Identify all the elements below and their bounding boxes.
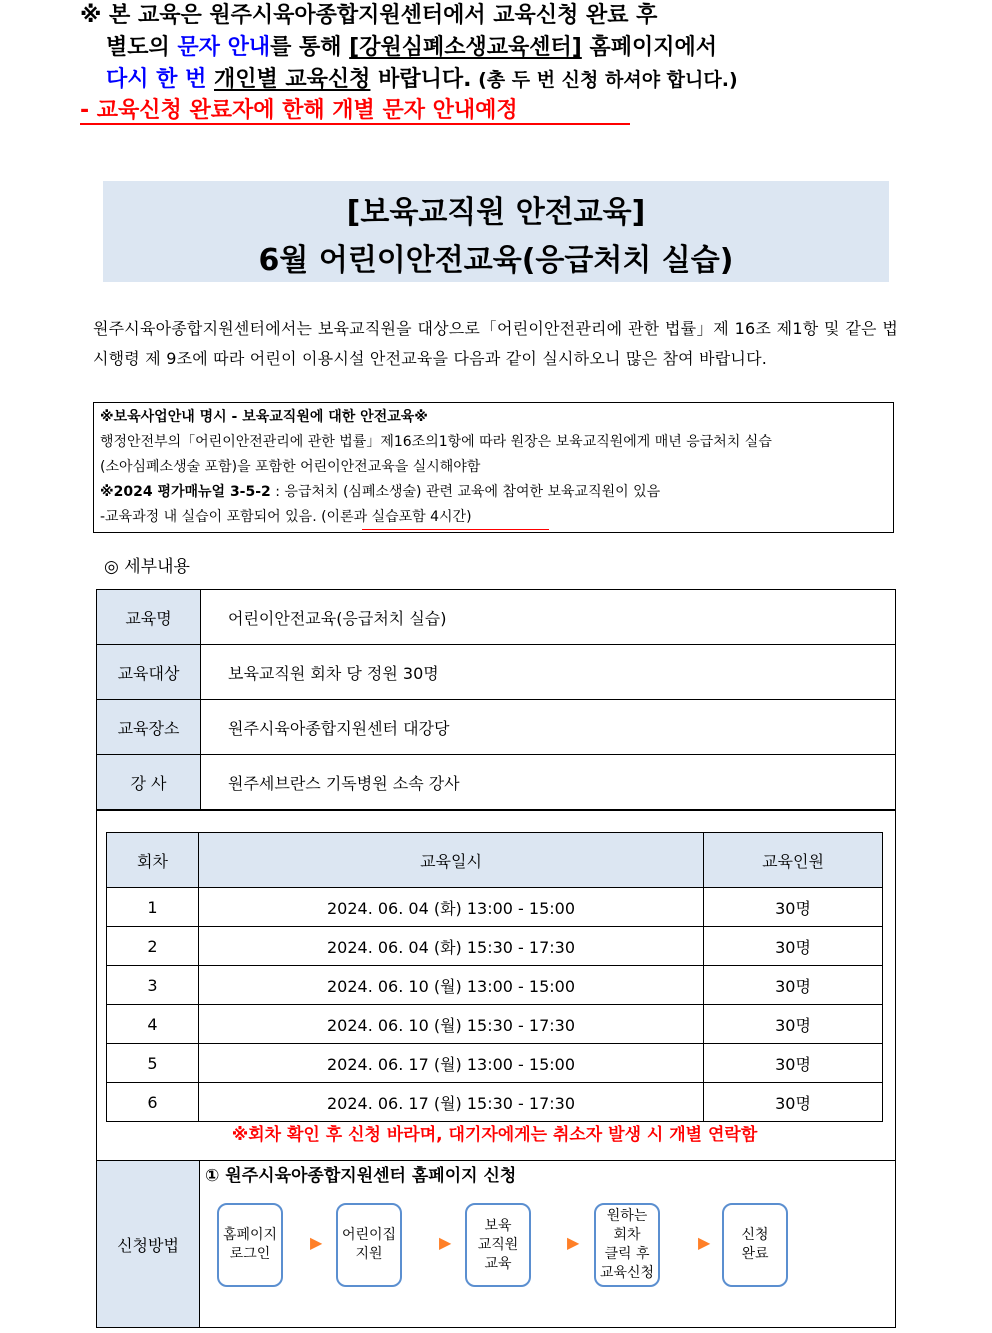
note-line-4-bold: ※2024 평가매뉴얼 3-5-2 [100, 484, 271, 500]
notice-line-3-total: (총 두 번 신청 하셔야 합니다.) [471, 69, 738, 91]
note-line-1-text: ※보육사업안내 명시 - 보육교직원에 대한 안전교육※ [100, 409, 428, 425]
info-label: 교육장소 [97, 700, 201, 755]
schedule-capacity: 30명 [704, 1044, 883, 1083]
schedule-capacity: 30명 [704, 927, 883, 966]
notice-red-underline [80, 123, 630, 125]
notice-line-2-c: 를 통해 [270, 35, 350, 60]
info-table [96, 589, 896, 810]
apply-heading: ① 원주시육아종합지원센터 홈페이지 신청 [205, 1166, 517, 1186]
schedule-capacity: 30명 [704, 1005, 883, 1044]
step-text: 홈페이지 [222, 1227, 278, 1243]
schedule-no: 2 [107, 927, 199, 966]
info-value: 원주세브란스 기독병원 소속 강사 [201, 755, 896, 810]
schedule-datetime: 2024. 06. 17 (월) 13:00 - 15:00 [199, 1044, 704, 1083]
notice-line-2-e: 홈페이지에서 [581, 35, 717, 60]
notice-line-1 [80, 0, 657, 31]
title-line-2: 6월 어린이안전교육(응급처치 실습) [258, 243, 734, 278]
arrow-right-icon: ▶ [567, 1233, 580, 1252]
table-row [97, 700, 896, 755]
table-row [107, 1044, 883, 1083]
arrow-right-icon: ▶ [698, 1233, 711, 1252]
step-text: 클릭 후 [604, 1246, 650, 1262]
schedule-no: 3 [107, 966, 199, 1005]
intro-paragraph: 원주시육아종합지원센터에서는 보육교직원을 대상으로「어린이안전관리에 관한 법률」제 16조 제1항 및 같은 법 시행령 제 9조에 따라 어린이 이용시설 안전교육을 다음과 같이 실시하오니 많은 참여 바랍니다. [93, 319, 898, 368]
step-text: 교직원 [477, 1236, 519, 1253]
note-red-underline [362, 529, 549, 530]
schedule-header-no: 회차 [107, 833, 199, 888]
step-select-session [594, 1203, 660, 1287]
note-line-5-hours: (이론과 실습포함 4시간) [321, 509, 472, 525]
schedule-datetime: 2024. 06. 04 (화) 13:00 - 15:00 [199, 888, 704, 927]
schedule-capacity: 30명 [704, 966, 883, 1005]
step-text: 교육 [484, 1255, 512, 1272]
schedule-header-datetime: 교육일시 [199, 833, 704, 888]
schedule-header-row [107, 833, 883, 888]
step-text: 원하는 [606, 1208, 648, 1224]
schedule-no: 1 [107, 888, 199, 927]
arrow-right-icon: ▶ [439, 1233, 452, 1252]
step-text: 지원 [355, 1246, 383, 1262]
title-line-1: [보육교직원 안전교육] [346, 195, 646, 230]
schedule-header-capacity: 교육인원 [704, 833, 883, 888]
info-value: 보육교직원 회차 당 정원 30명 [201, 645, 896, 700]
apply-label: 신청방법 [97, 1160, 200, 1327]
schedule-capacity: 30명 [704, 888, 883, 927]
notice-line-2-a: 별도의 [106, 35, 178, 60]
step-text: 교육신청 [599, 1265, 655, 1281]
notice-line-3-again: 다시 한 번 [106, 67, 207, 92]
table-row [97, 755, 896, 810]
step-staff-education [465, 1203, 531, 1287]
step-daycare-support [336, 1203, 402, 1287]
step-text: 회차 [613, 1227, 641, 1243]
notice-line-1-text: ※ 본 교육은 원주시육아종합지원센터에서 교육신청 완료 후 [80, 3, 658, 28]
notice-line-3-space [206, 67, 214, 92]
step-text: 로그인 [229, 1246, 271, 1262]
notice-line-4-text: - 교육신청 완료자에 한해 개별 문자 안내예정 [80, 98, 518, 123]
schedule-datetime: 2024. 06. 17 (월) 15:30 - 17:30 [199, 1083, 704, 1122]
note-line-5 [100, 505, 893, 530]
note-line-1 [100, 405, 893, 430]
schedule-datetime: 2024. 06. 10 (월) 13:00 - 15:00 [199, 966, 704, 1005]
schedule-capacity: 30명 [704, 1083, 883, 1122]
step-apply-complete [722, 1203, 788, 1287]
info-label: 교육대상 [97, 645, 201, 700]
note-line-5-a: -교육과정 내 실습이 포함되어 있음. [100, 509, 322, 525]
schedule-datetime: 2024. 06. 04 (화) 15:30 - 17:30 [199, 927, 704, 966]
notice-line-2-center: [강원심폐소생교육센터] [349, 35, 582, 60]
schedule-table [106, 832, 883, 1122]
info-label: 강 사 [97, 755, 201, 810]
notice-line-4 [80, 95, 518, 126]
details-heading: ◎ 세부내용 [104, 557, 190, 577]
info-value: 어린이안전교육(응급처치 실습) [201, 590, 896, 645]
title-box [103, 181, 889, 282]
table-row [107, 888, 883, 927]
note-line-4-rest: : 응급처치 (심폐소생술) 관련 교육에 참여한 보육교직원이 있음 [270, 484, 661, 500]
step-text: 보육 [484, 1217, 512, 1234]
step-text: 어린이집 [341, 1227, 397, 1243]
schedule-no: 5 [107, 1044, 199, 1083]
table-row [97, 645, 896, 700]
note-line-4 [100, 480, 893, 505]
notice-line-3-individual: 개인별 교육신청 [214, 67, 371, 92]
notice-line-2-sms: 문자 안내 [177, 35, 271, 60]
schedule-no: 6 [107, 1083, 199, 1122]
note-line-3: (소아심폐소생술 포함)을 포함한 어린이안전교육을 실시해야함 [100, 459, 481, 475]
table-row [107, 966, 883, 1005]
step-text: 완료 [741, 1246, 769, 1262]
table-row [107, 1083, 883, 1122]
arrow-right-icon: ▶ [310, 1233, 323, 1252]
schedule-note: ※회차 확인 후 신청 바라며, 대기자에게는 취소자 발생 시 개별 연락함 [231, 1125, 758, 1145]
info-label: 교육명 [97, 590, 201, 645]
table-row [107, 1005, 883, 1044]
step-homepage-login [217, 1203, 283, 1287]
table-row [107, 927, 883, 966]
table-row [97, 590, 896, 645]
note-box [93, 402, 894, 533]
step-text: 신청 [741, 1227, 769, 1243]
schedule-no: 4 [107, 1005, 199, 1044]
notice-line-3 [106, 64, 738, 96]
notice-line-3-d: 바랍니다. [370, 67, 472, 92]
info-value: 원주시육아종합지원센터 대강당 [201, 700, 896, 755]
notice-line-2 [106, 32, 717, 63]
note-line-2: 행정안전부의「어린이안전관리에 관한 법률」제16조의1항에 따라 원장은 보육교직원에게 매년 응급처치 실습 [100, 434, 772, 450]
schedule-datetime: 2024. 06. 10 (월) 15:30 - 17:30 [199, 1005, 704, 1044]
